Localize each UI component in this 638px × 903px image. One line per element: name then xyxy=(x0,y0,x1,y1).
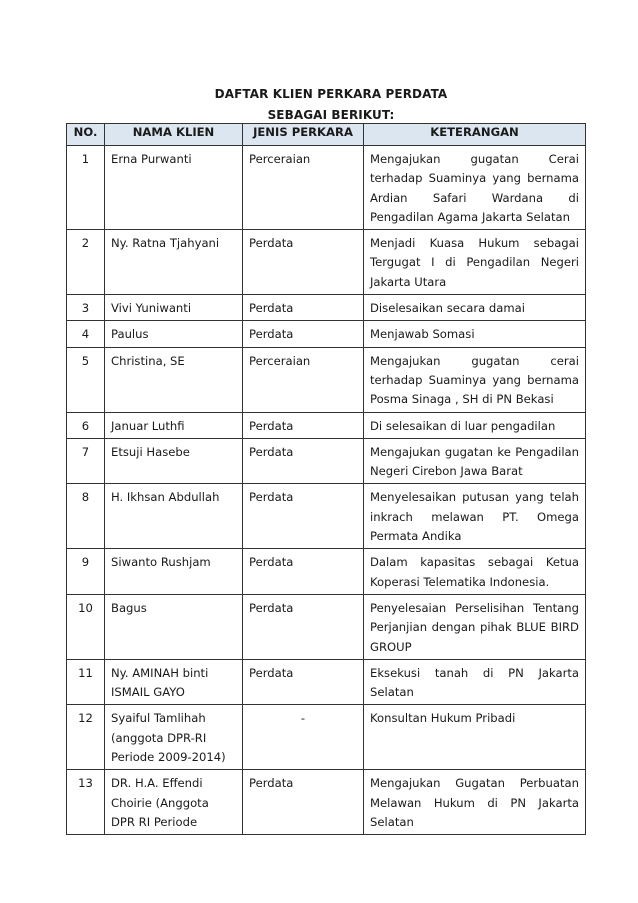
header-no: NO. xyxy=(67,124,105,146)
cell-keterangan: Menyelesaikan putusan yang telah inkrach melawan PT. Omega Permata Andika xyxy=(364,484,586,549)
table-row xyxy=(67,146,586,230)
cell-no: 8 xyxy=(67,484,105,549)
cell-nama-klien: Etsuji Hasebe xyxy=(105,438,243,484)
cell-jenis-perkara: Perdata xyxy=(243,770,364,835)
cell-jenis-perkara: Perceraian xyxy=(243,146,364,230)
cell-no: 10 xyxy=(67,594,105,659)
cell-no: 2 xyxy=(67,230,105,295)
cell-nama-klien: Paulus xyxy=(105,321,243,347)
cell-nama-klien: Ny. AMINAH binti ISMAIL GAYO xyxy=(105,659,243,705)
cell-nama-klien: Ny. Ratna Tjahyani xyxy=(105,230,243,295)
cell-no: 4 xyxy=(67,321,105,347)
cell-nama-klien: Christina, SE xyxy=(105,347,243,412)
client-table xyxy=(66,123,586,835)
document-subtitle: SEBAGAI BERIKUT: xyxy=(267,108,395,122)
cell-keterangan: Konsultan Hukum Pribadi xyxy=(364,705,586,770)
cell-jenis-perkara: Perdata xyxy=(243,594,364,659)
cell-no: 12 xyxy=(67,705,105,770)
cell-jenis-perkara: Perdata xyxy=(243,295,364,321)
cell-jenis-perkara: Perdata xyxy=(243,321,364,347)
table-row xyxy=(67,594,586,659)
table-row xyxy=(67,412,586,438)
cell-jenis-perkara: Perdata xyxy=(243,412,364,438)
cell-nama-klien: Syaiful Tamlihah (anggota DPR-RI Periode 2009-2014) xyxy=(105,705,243,770)
table-row xyxy=(67,438,586,484)
cell-jenis-perkara: Perdata xyxy=(243,659,364,705)
cell-keterangan: Menjadi Kuasa Hukum sebagai Tergugat I di Pengadilan Negeri Jakarta Utara xyxy=(364,230,586,295)
cell-keterangan: Di selesaikan di luar pengadilan xyxy=(364,412,586,438)
cell-nama-klien: H. Ikhsan Abdullah xyxy=(105,484,243,549)
cell-jenis-perkara: Perdata xyxy=(243,549,364,595)
cell-no: 5 xyxy=(67,347,105,412)
cell-no: 3 xyxy=(67,295,105,321)
table-row xyxy=(67,705,586,770)
table-row xyxy=(67,321,586,347)
cell-nama-klien: Erna Purwanti xyxy=(105,146,243,230)
header-nama-klien: NAMA KLIEN xyxy=(105,124,243,146)
cell-jenis-perkara: - xyxy=(243,705,364,770)
cell-jenis-perkara: Perdata xyxy=(243,484,364,549)
cell-no: 11 xyxy=(67,659,105,705)
cell-nama-klien: Januar Luthfi xyxy=(105,412,243,438)
table-row xyxy=(67,295,586,321)
cell-no: 7 xyxy=(67,438,105,484)
table-row xyxy=(67,347,586,412)
cell-nama-klien: DR. H.A. Effendi Choirie (Anggota DPR RI Periode xyxy=(105,770,243,835)
table-header-row xyxy=(67,124,586,146)
cell-nama-klien: Siwanto Rushjam xyxy=(105,549,243,595)
table-row xyxy=(67,549,586,595)
cell-no: 13 xyxy=(67,770,105,835)
document-title: DAFTAR KLIEN PERKARA PERDATA xyxy=(214,87,448,101)
cell-keterangan: Diselesaikan secara damai xyxy=(364,295,586,321)
cell-keterangan: Mengajukan gugatan Cerai terhadap Suaminya yang bernama Ardian Safari Wardana di Pengadilan Agama Jakarta Selatan xyxy=(364,146,586,230)
header-jenis-perkara: JENIS PERKARA xyxy=(243,124,364,146)
table-row xyxy=(67,770,586,835)
table-row xyxy=(67,484,586,549)
table-row xyxy=(67,230,586,295)
cell-keterangan: Mengajukan gugatan ke Pengadilan Negeri Cirebon Jawa Barat xyxy=(364,438,586,484)
header-keterangan: KETERANGAN xyxy=(364,124,586,146)
cell-no: 9 xyxy=(67,549,105,595)
cell-no: 1 xyxy=(67,146,105,230)
table-row xyxy=(67,659,586,705)
cell-nama-klien: Vivi Yuniwanti xyxy=(105,295,243,321)
cell-jenis-perkara: Perdata xyxy=(243,438,364,484)
cell-jenis-perkara: Perceraian xyxy=(243,347,364,412)
cell-jenis-perkara: Perdata xyxy=(243,230,364,295)
cell-keterangan: Mengajukan gugatan cerai terhadap Suaminya yang bernama Posma Sinaga , SH di PN Bekasi xyxy=(364,347,586,412)
cell-keterangan: Dalam kapasitas sebagai Ketua Koperasi Telematika Indonesia. xyxy=(364,549,586,595)
cell-keterangan: Mengajukan Gugatan Perbuatan Melawan Hukum di PN Jakarta Selatan xyxy=(364,770,586,835)
cell-keterangan: Eksekusi tanah di PN Jakarta Selatan xyxy=(364,659,586,705)
cell-keterangan: Penyelesaian Perselisihan Tentang Perjanjian dengan pihak BLUE BIRD GROUP xyxy=(364,594,586,659)
cell-keterangan: Menjawab Somasi xyxy=(364,321,586,347)
cell-nama-klien: Bagus xyxy=(105,594,243,659)
cell-no: 6 xyxy=(67,412,105,438)
